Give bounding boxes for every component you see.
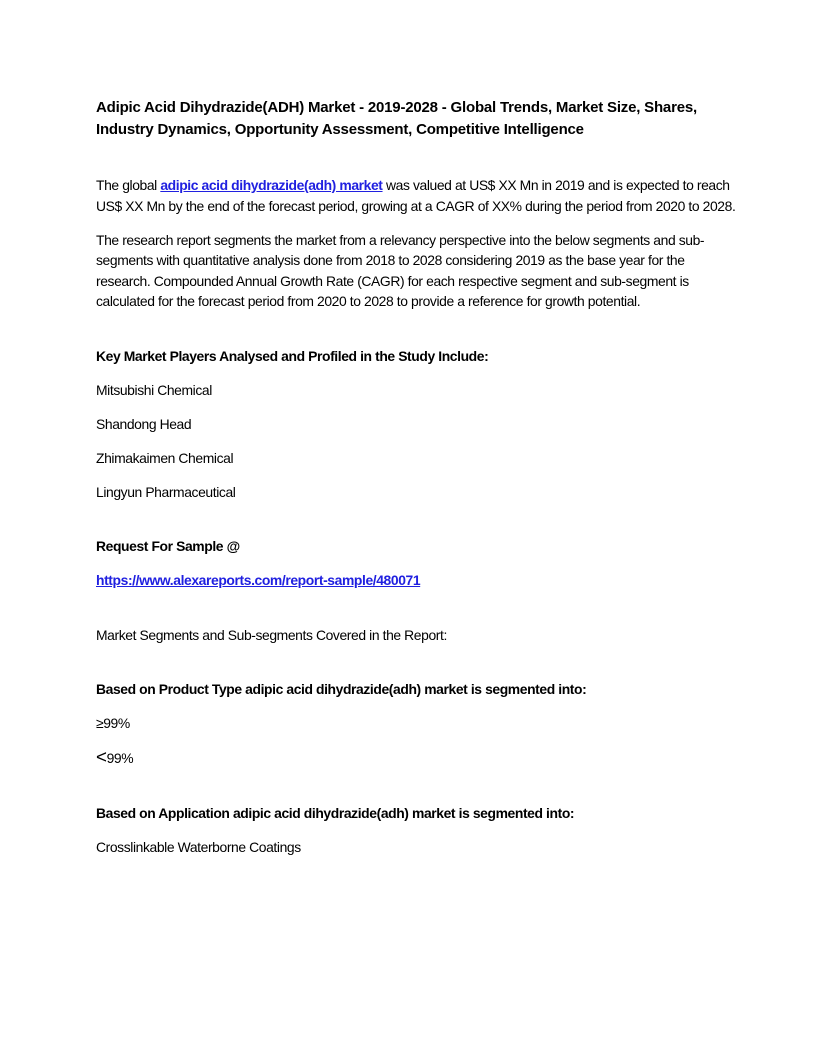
product-type-item: <99% <box>96 746 134 767</box>
application-heading: Based on Application adipic acid dihydrazide(adh) market is segmented into: <box>96 804 575 821</box>
intro-suffix-text: was valued at US$ XX Mn in 2019 and is expected to reach US$ XX Mn by the end of the forecast period, growing at a CAGR of XX% during the period from 2020 to 2028. <box>96 177 736 214</box>
key-player-item: Mitsubishi Chemical <box>96 381 212 398</box>
application-item: Crosslinkable Waterborne Coatings <box>96 838 301 855</box>
document-content <box>96 0 738 871</box>
intro-paragraph <box>96 175 738 216</box>
report-sample-link[interactable]: https://www.alexareports.com/report-sample/480071 <box>96 572 421 588</box>
product-type-item: ≥99% <box>96 715 130 731</box>
key-player-item: Lingyun Pharmaceutical <box>96 483 236 500</box>
key-player-item: Shandong Head <box>96 415 192 432</box>
product-type-heading: Based on Product Type adipic acid dihydrazide(adh) market is segmented into: <box>96 681 587 697</box>
key-players-heading: Key Market Players Analysed and Profiled in the Study Include: <box>96 347 489 364</box>
request-sample-heading: Request For Sample @ <box>96 538 240 554</box>
key-player-item: Zhimakaimen Chemical <box>96 449 234 466</box>
document-title: Adipic Acid Dihydrazide(ADH) Market - 2019-2028 - Global Trends, Market Size, Shares, Industry Dynamics, Opportunity Assessment, Competitive Intelligence <box>96 99 697 138</box>
segments-covered-line: Market Segments and Sub-segments Covered in the Report: <box>96 626 447 643</box>
adh-market-link[interactable]: adipic acid dihydrazide(adh) market <box>160 177 383 193</box>
research-summary-paragraph: The research report segments the market from a relevancy perspective into the below segments and sub-segments with quantitative analysis done from 2018 to 2028 considering 2019 as the base year for the research. Compounded Annual Growth Rate (CAGR) for each respective segment and sub-segment is calculated for the forecast period from 2020 to 2028 to provide a reference for growth potential. <box>96 231 705 309</box>
request-sample-line <box>96 570 738 591</box>
intro-prefix-text: The global <box>96 177 161 193</box>
